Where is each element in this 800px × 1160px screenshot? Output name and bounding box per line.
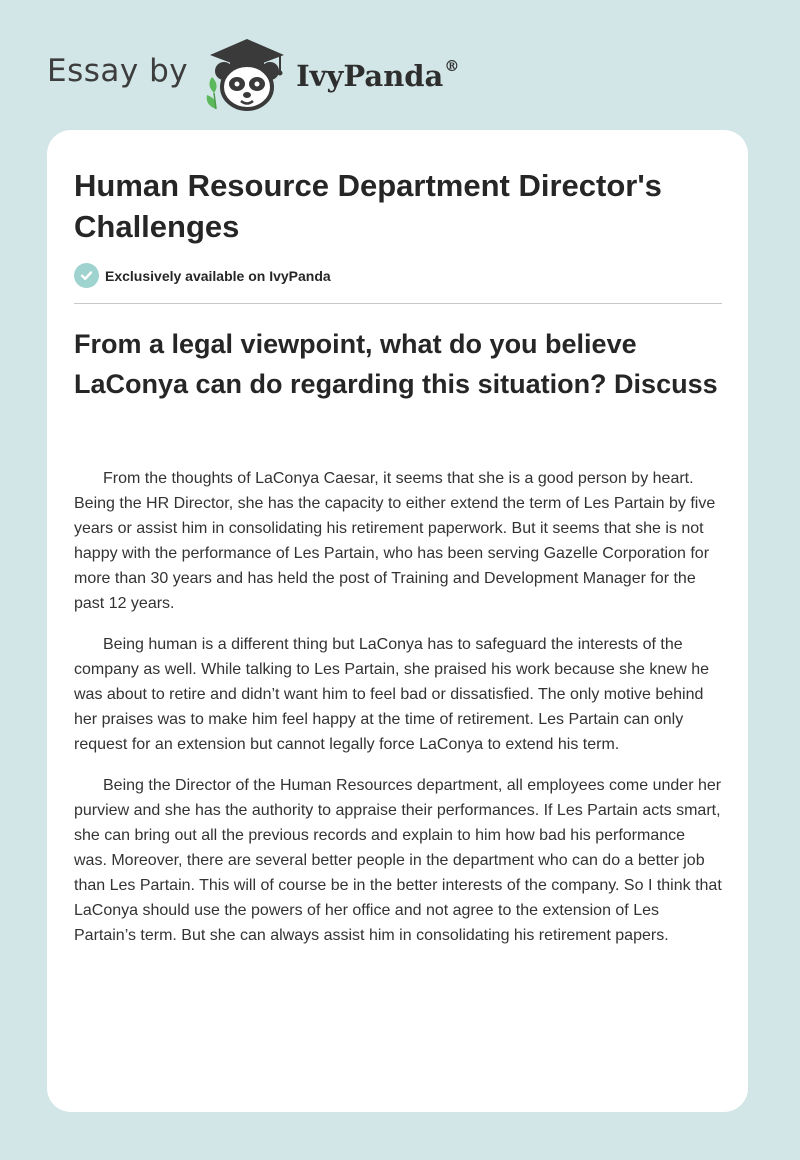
paragraph-3: Being the Director of the Human Resources department, all employees come under her purview and she has the authority to appraise their performances. If Les Partain acts smart, she can bring out all the previous records and explain to him how bad his performance was. Moreover, there are several better people in the department who can do a better job than Les Partain. This will of course be in the better interests of the company. So I think that LaConya should use the powers of her office and not agree to the extension of Les Partain’s term. But she can always assist him in consolidating his retirement papers.: [74, 777, 722, 944]
check-icon: [74, 263, 99, 288]
badge-label: Exclusively available on IvyPanda: [105, 267, 331, 284]
exclusive-badge: [74, 263, 331, 288]
essay-card: [47, 130, 748, 1112]
paragraph-1: From the thoughts of LaConya Caesar, it seems that she is a good person by heart. Being the HR Director, she has the capacity to either extend the term of Les Partain by five years or assist him in consolidating his retirement paperwork. But it seems that she is not happy with the performance of Les Partain, who has been serving Gazelle Corporation for more than 30 years and has held the post of Training and Development Manager for the past 12 years.: [74, 470, 716, 612]
page-title: Human Resource Department Director's Challenges: [74, 168, 662, 244]
registered-mark: ®: [444, 57, 460, 76]
divider: [74, 303, 722, 304]
panda-logo-icon[interactable]: [202, 35, 292, 113]
paragraph-2: Being human is a different thing but LaConya has to safeguard the interests of the company as well. While talking to Les Partain, she praised his work because she knew he was about to retire and didn’t want him to feel bad or dissatisfied. The only motive behind her praises was to make him feel happy at the time of retirement. Les Partain can only request for an extension but cannot legally force LaConya to extend his term.: [74, 636, 709, 753]
essay-by-label: Essay by: [47, 53, 189, 89]
essay-body: [74, 466, 722, 964]
site-header: [47, 34, 459, 114]
brand-name[interactable]: IvyPanda®: [296, 57, 460, 93]
section-heading: From a legal viewpoint, what do you believe LaConya can do regarding this situation? Discuss: [74, 329, 718, 399]
